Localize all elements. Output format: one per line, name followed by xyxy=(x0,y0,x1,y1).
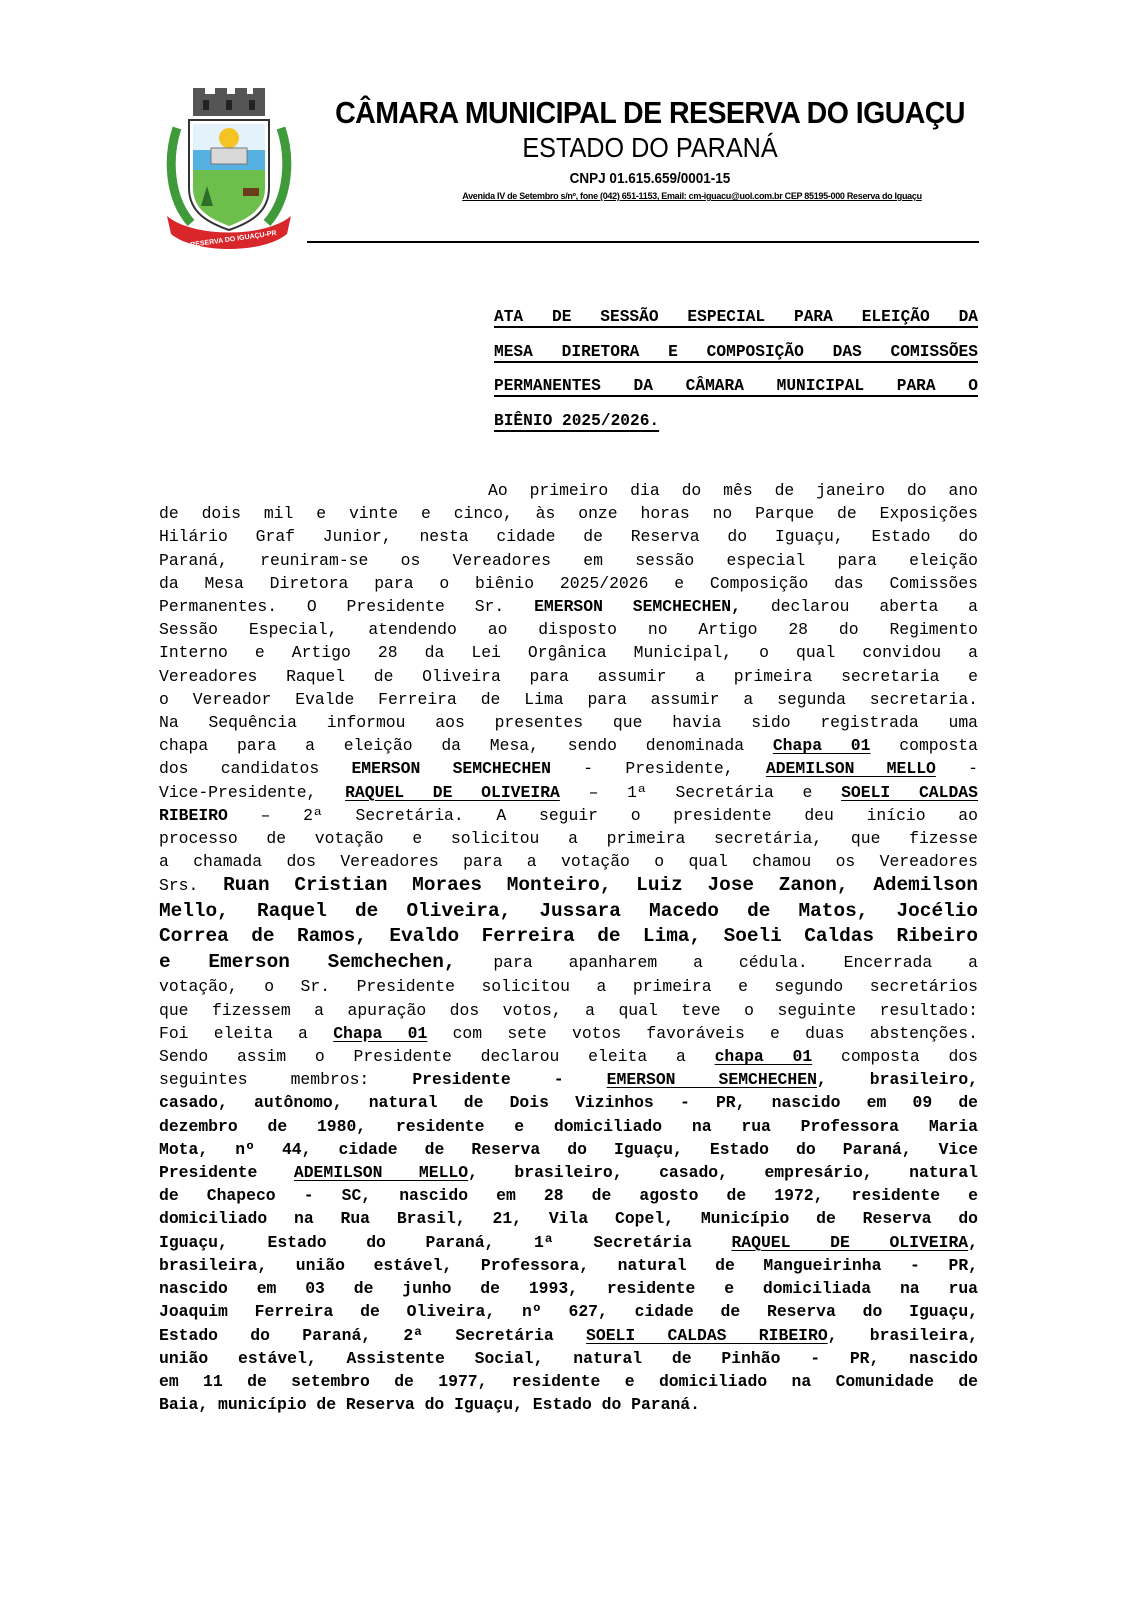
text-line: votação, o Sr. Presidente solicitou a primeira e segundo secretários xyxy=(159,977,978,997)
text-line: em 11 de setembro de 1977, residente e domiciliado na Comunidade de xyxy=(159,1371,978,1391)
ata-title-line: BIÊNIO 2025/2026. xyxy=(494,411,660,430)
text-line: dos candidatos EMERSON SEMCHECHEN - Presidente, ADEMILSON MELLO - xyxy=(159,759,979,779)
ata-title xyxy=(494,300,978,438)
text-line: Vereadores Raquel de Oliveira para assumir a primeira secretaria e xyxy=(159,666,978,686)
text-line: casado, autônomo, natural de Dois Vizinhos - PR, nascido em 09 de xyxy=(159,1093,978,1113)
text-line: Paraná, reuniram-se os Vereadores em sessão especial para eleição xyxy=(159,550,978,570)
text-line: nascido em 03 de junho de 1993, residente e domiciliada na rua xyxy=(159,1279,978,1299)
text-line: Permanentes. O Presidente Sr. EMERSON SEMCHECHEN, declarou aberta a xyxy=(159,597,979,617)
text-line: Baia, município de Reserva do Iguaçu, Estado do Paraná. xyxy=(159,1395,700,1415)
text-line: Sendo assim o Presidente declarou eleita a chapa 01 composta dos xyxy=(159,1047,978,1067)
text-line: seguintes membros: Presidente - EMERSON SEMCHECHEN, brasileiro, xyxy=(159,1070,978,1090)
text-line: chapa para a eleição da Mesa, sendo denominada Chapa 01 composta xyxy=(159,736,978,756)
address-line: Avenida IV de Setembro s/nº, fone (042) 651-1153, Email: cm-iguacu@uol.com.br CEP 85195-000 Reserva do Iguaçu xyxy=(462,191,922,201)
text-line: RIBEIRO – 2ª Secretária. A seguir o presidente deu início ao xyxy=(159,805,978,825)
crest-banner-text: RESERVA DO IGUAÇU-PR xyxy=(189,229,278,250)
text-line: que fizessem a apuração dos votos, a qual teve o seguinte resultado: xyxy=(159,1000,978,1020)
text-line: da Mesa Diretora para o biênio 2025/2026 e Composição das Comissões xyxy=(159,573,978,593)
text-line: Iguaçu, Estado do Paraná, 1ª Secretária RAQUEL DE OLIVEIRA, xyxy=(159,1232,978,1252)
president-name: EMERSON SEMCHECHEN, xyxy=(534,597,741,617)
text-line: Joaquim Ferreira de Oliveira, nº 627, cidade de Reserva do Iguaçu, xyxy=(159,1302,978,1322)
text-line: Vice-Presidente, RAQUEL DE OLIVEIRA – 1ª Secretária e SOELI CALDAS xyxy=(159,782,978,802)
ata-title-line: PERMANENTES DA CÂMARA MUNICIPAL PARA O xyxy=(494,377,978,395)
text-line: Sessão Especial, atendendo ao disposto no Artigo 28 do Regimento xyxy=(159,620,978,640)
text-line: e Emerson Semchechen, para apanharem a cédula. Encerrada a xyxy=(159,950,978,973)
text-line: Presidente ADEMILSON MELLO, brasileiro, casado, empresário, natural xyxy=(159,1163,978,1183)
text-line: de Chapeco - SC, nascido em 28 de agosto de 1972, residente e xyxy=(159,1186,978,1206)
text-line: Srs. Ruan Cristian Moraes Monteiro, Luiz Jose Zanon, Ademilson xyxy=(159,874,978,897)
text-line: Estado do Paraná, 2ª Secretária SOELI CALDAS RIBEIRO, brasileira, xyxy=(159,1325,978,1345)
text-line: Na Sequência informou aos presentes que havia sido registrada uma xyxy=(159,713,978,733)
text-line: processo de votação e solicitou a primeira secretária, que fizesse xyxy=(159,829,978,849)
letterhead xyxy=(300,94,1000,190)
text-line: brasileira, união estável, Professora, natural de Mangueirinha - PR, xyxy=(159,1255,978,1275)
cnpj: CNPJ 01.615.659/0001-15 xyxy=(569,170,731,187)
text-line: a chamada dos Vereadores para a votação o qual chamou os Vereadores xyxy=(159,852,978,872)
text-line: dezembro de 1980, residente e domiciliado na rua Professora Maria xyxy=(159,1116,978,1136)
text-line: Mello, Raquel de Oliveira, Jussara Macedo de Matos, Jocélio xyxy=(159,899,978,922)
text-line: união estável, Assistente Social, natural de Pinhão - PR, nascido xyxy=(159,1348,978,1368)
text-line: Ao primeiro dia do mês de janeiro do ano xyxy=(488,481,978,500)
text-line: Correa de Ramos, Evaldo Ferreira de Lima, Soeli Caldas Ribeiro xyxy=(159,925,978,948)
minutes-paragraph xyxy=(159,479,978,1416)
text-line: Mota, nº 44, cidade de Reserva do Iguaçu, Estado do Paraná, Vice xyxy=(159,1139,978,1159)
text-line: o Vereador Evalde Ferreira de Lima para assumir a segunda secretaria. xyxy=(159,689,978,709)
ata-title-line: MESA DIRETORA E COMPOSIÇÃO DAS COMISSÕES xyxy=(494,342,978,361)
text-line: domiciliado na Rua Brasil, 21, Vila Copel, Município de Reserva do xyxy=(159,1209,978,1229)
chamber-name: CÂMARA MUNICIPAL DE RESERVA DO IGUAÇU xyxy=(335,95,965,130)
text-line: de dois mil e vinte e cinco, às onze horas no Parque de Exposições xyxy=(159,504,978,524)
header-divider xyxy=(307,241,979,243)
slate-name: Chapa 01 xyxy=(772,736,871,756)
text-line: Interno e Artigo 28 da Lei Orgânica Municipal, o qual convidou a xyxy=(159,643,978,663)
text-line: Hilário Graf Junior, nesta cidade de Reserva do Iguaçu, Estado do xyxy=(159,527,978,547)
text-line: Foi eleita a Chapa 01 com sete votos favoráveis e duas abstenções. xyxy=(159,1023,978,1043)
state-name: ESTADO DO PARANÁ xyxy=(522,132,778,163)
ata-title-line: ATA DE SESSÃO ESPECIAL PARA ELEIÇÃO DA xyxy=(494,308,978,326)
